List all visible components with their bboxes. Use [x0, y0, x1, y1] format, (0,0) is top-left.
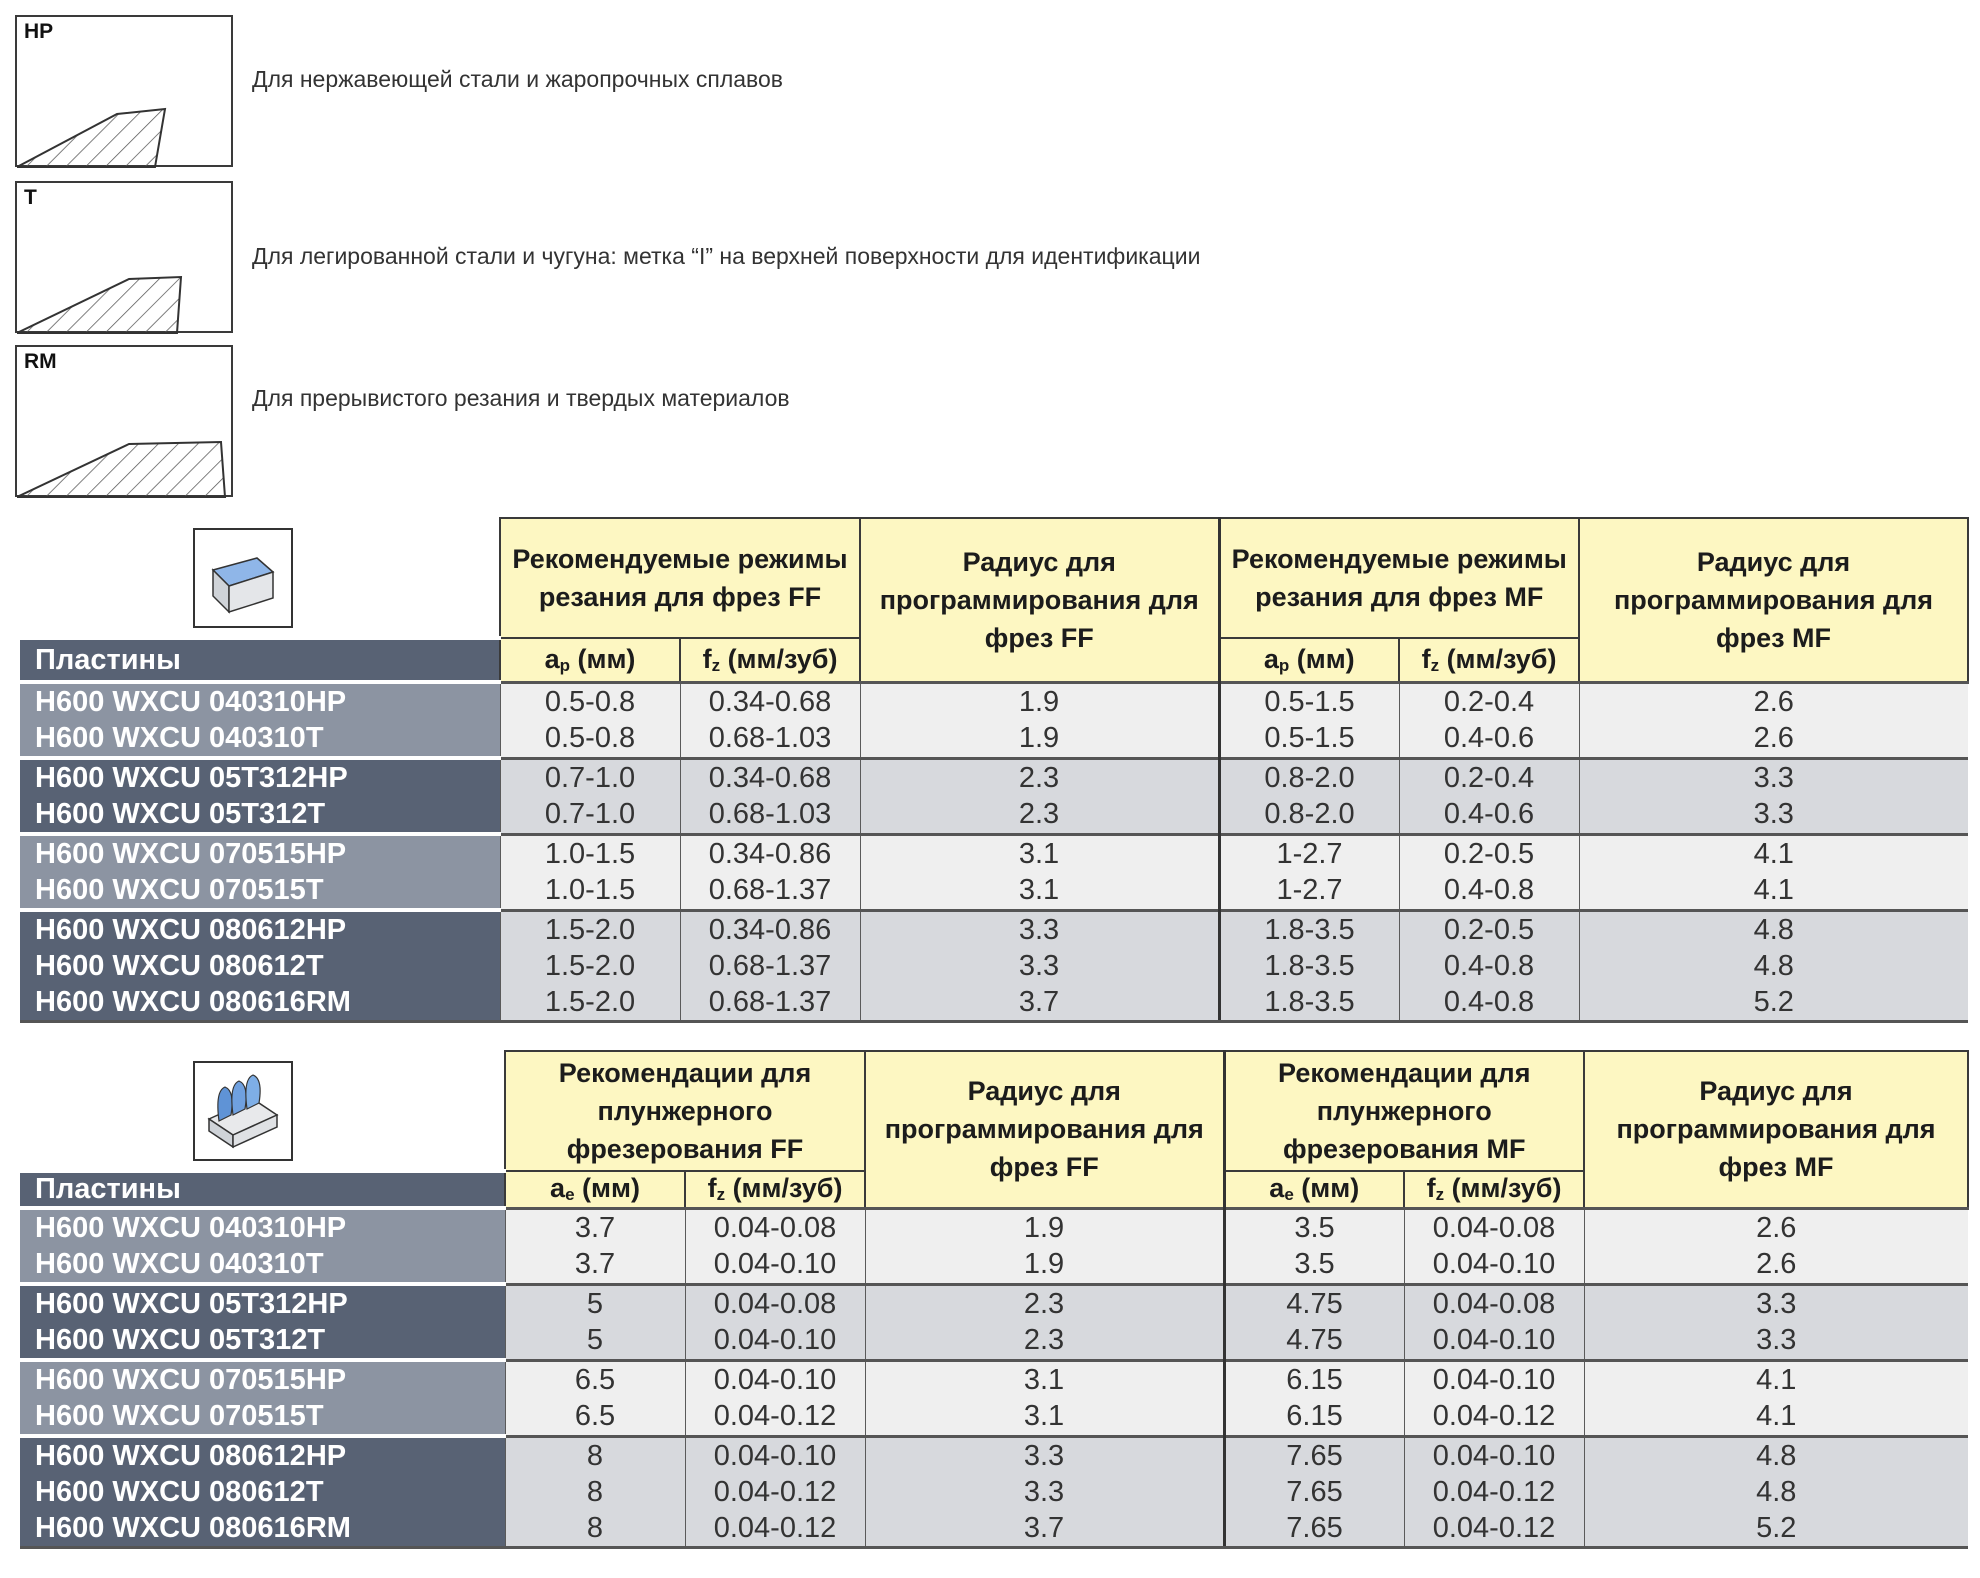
insert-name: H600 WXCU 040310HP — [20, 1208, 505, 1246]
table-row — [20, 834, 1968, 872]
table-cell: 3.5 — [1224, 1246, 1404, 1284]
subheader-fz: $f_z$ (мм/зуб) — [680, 638, 860, 682]
table-cell: 0.04-0.12 — [1404, 1474, 1584, 1510]
table-cell: 0.68-1.37 — [680, 948, 860, 984]
insert-name: H600 WXCU 070515T — [20, 1398, 505, 1436]
table-cell: 0.34-0.68 — [680, 758, 860, 796]
table-cell: 3.3 — [1584, 1284, 1968, 1322]
table-cell: 0.4-0.8 — [1399, 872, 1579, 910]
table-row — [20, 1208, 1968, 1246]
table-cell: 4.1 — [1584, 1360, 1968, 1398]
subheader-fz-mf: $f_z$ (мм/зуб) — [1404, 1171, 1584, 1208]
table-cell: 6.15 — [1224, 1398, 1404, 1436]
insert-name: H600 WXCU 05T312T — [20, 1322, 505, 1360]
table-row — [20, 1398, 1968, 1436]
subheader-ae-mf: $a_e$ (мм) — [1224, 1171, 1404, 1208]
table-cell: 3.3 — [865, 1436, 1224, 1474]
table-row — [20, 1436, 1968, 1474]
table-cell: 0.7-1.0 — [500, 796, 680, 834]
table-cell: 3.1 — [865, 1398, 1224, 1436]
table-cell: 4.8 — [1584, 1436, 1968, 1474]
table-cell: 1.8-3.5 — [1219, 948, 1399, 984]
geometry-code: RM — [24, 350, 57, 373]
geometry-code: HP — [24, 20, 54, 43]
insert-icon-cell — [20, 518, 500, 638]
rm-profile-icon — [17, 347, 235, 499]
table-cell: 0.04-0.10 — [1404, 1322, 1584, 1360]
subheader-ap-mf: $a_p$ (мм) — [1219, 638, 1399, 682]
table-cell: 6.5 — [505, 1398, 685, 1436]
table-row — [20, 1284, 1968, 1322]
table-cell: 0.2-0.5 — [1399, 910, 1579, 948]
table-cell: 0.5-1.5 — [1219, 682, 1399, 720]
table-cell: 2.3 — [860, 758, 1219, 796]
table-cell: 0.04-0.12 — [685, 1474, 865, 1510]
table-cell: 2.3 — [865, 1284, 1224, 1322]
table-row — [20, 910, 1968, 948]
table1-body — [20, 682, 1968, 1022]
table-cell: 0.5-1.5 — [1219, 720, 1399, 758]
table-row — [20, 948, 1968, 984]
plunge-milling-table — [20, 1050, 1969, 1549]
table-cell: 1.9 — [865, 1208, 1224, 1246]
table-row — [20, 1322, 1968, 1360]
header-mf-radius: Радиус для программирования для фрез MF — [1584, 1051, 1968, 1208]
geometry-description-hp: Для нержавеющей стали и жаропрочных сплавов — [252, 66, 783, 92]
table-cell: 7.65 — [1224, 1474, 1404, 1510]
table-cell: 3.1 — [860, 872, 1219, 910]
table-cell: 1.5-2.0 — [500, 984, 680, 1022]
insert-name: H600 WXCU 070515T — [20, 872, 500, 910]
table-cell: 7.65 — [1224, 1436, 1404, 1474]
subheader-fz: $f_z$ (мм/зуб) — [685, 1171, 865, 1208]
table-cell: 3.3 — [865, 1474, 1224, 1510]
table-cell: 0.04-0.12 — [685, 1398, 865, 1436]
table-row — [20, 720, 1968, 758]
hp-profile-icon — [17, 17, 235, 169]
geometry-code: T — [24, 186, 37, 209]
geometry-description-rm: Для прерывистого резания и твердых материалов — [252, 385, 790, 411]
table-cell: 1-2.7 — [1219, 872, 1399, 910]
table-cell: 0.4-0.8 — [1399, 948, 1579, 984]
table-cell: 0.68-1.37 — [680, 984, 860, 1022]
table-cell: 0.04-0.08 — [1404, 1208, 1584, 1246]
table-cell: 0.8-2.0 — [1219, 758, 1399, 796]
table-cell: 0.34-0.68 — [680, 682, 860, 720]
table-cell: 1.9 — [865, 1246, 1224, 1284]
header-mf-radius: Радиус для программирования для фрез MF — [1579, 518, 1968, 682]
table-cell: 4.75 — [1224, 1284, 1404, 1322]
geometry-box-rm — [15, 345, 233, 497]
insert-name: H600 WXCU 040310T — [20, 720, 500, 758]
table-cell: 0.2-0.4 — [1399, 682, 1579, 720]
insert-name: H600 WXCU 05T312HP — [20, 1284, 505, 1322]
table-cell: 5.2 — [1579, 984, 1968, 1022]
table-cell: 0.4-0.8 — [1399, 984, 1579, 1022]
table-cell: 0.68-1.37 — [680, 872, 860, 910]
table-row — [20, 796, 1968, 834]
insert-name: H600 WXCU 080612HP — [20, 1436, 505, 1474]
table-cell: 0.4-0.6 — [1399, 720, 1579, 758]
table-cell: 0.04-0.10 — [685, 1246, 865, 1284]
table-row — [20, 1246, 1968, 1284]
table-cell: 0.04-0.10 — [685, 1322, 865, 1360]
table-row — [20, 1474, 1968, 1510]
table-cell: 0.34-0.86 — [680, 910, 860, 948]
table-cell: 3.7 — [505, 1246, 685, 1284]
plunge-milling-icon — [193, 1061, 293, 1161]
table-cell: 1.5-2.0 — [500, 910, 680, 948]
table-cell: 0.2-0.5 — [1399, 834, 1579, 872]
table-cell: 3.3 — [860, 910, 1219, 948]
geometry-box-t — [15, 181, 233, 333]
subheader-ap: $a_p$ (мм) — [500, 638, 680, 682]
header-ff-modes: Рекомендуемые режимы резания для фрез FF — [500, 518, 860, 638]
table-cell: 0.34-0.86 — [680, 834, 860, 872]
table-cell: 0.04-0.10 — [685, 1436, 865, 1474]
table-cell: 1.0-1.5 — [500, 872, 680, 910]
table-cell: 1.8-3.5 — [1219, 984, 1399, 1022]
header-ff-plunge: Рекомендации для плунжерного фрезерования FF — [505, 1051, 865, 1171]
table-cell: 4.8 — [1579, 910, 1968, 948]
square-insert-icon — [193, 528, 293, 628]
table-cell: 2.6 — [1579, 720, 1968, 758]
table-cell: 4.1 — [1579, 834, 1968, 872]
table-cell: 1-2.7 — [1219, 834, 1399, 872]
insert-name: H600 WXCU 080616RM — [20, 1510, 505, 1548]
table-cell: 4.75 — [1224, 1322, 1404, 1360]
table-cell: 4.1 — [1584, 1398, 1968, 1436]
table-cell: 0.2-0.4 — [1399, 758, 1579, 796]
cutting-modes-table — [20, 517, 1969, 1023]
table-row — [20, 1510, 1968, 1548]
plates-header: Пластины — [20, 1171, 505, 1208]
table-row — [20, 1360, 1968, 1398]
table-cell: 0.04-0.10 — [1404, 1246, 1584, 1284]
table-cell: 0.4-0.6 — [1399, 796, 1579, 834]
table2-body — [20, 1208, 1968, 1548]
insert-name: H600 WXCU 080612T — [20, 948, 500, 984]
table-cell: 1.9 — [860, 682, 1219, 720]
table-cell: 0.5-0.8 — [500, 720, 680, 758]
insert-name: H600 WXCU 040310HP — [20, 682, 500, 720]
insert-name: H600 WXCU 040310T — [20, 1246, 505, 1284]
insert-name: H600 WXCU 080612HP — [20, 910, 500, 948]
table-cell: 5.2 — [1584, 1510, 1968, 1548]
header-ff-radius: Радиус для программирования для фрез FF — [865, 1051, 1224, 1208]
insert-name: H600 WXCU 080616RM — [20, 984, 500, 1022]
table-cell: 8 — [505, 1436, 685, 1474]
table-row — [20, 872, 1968, 910]
table-cell: 8 — [505, 1510, 685, 1548]
table-cell: 1.8-3.5 — [1219, 910, 1399, 948]
table-cell: 4.8 — [1584, 1474, 1968, 1510]
insert-name: H600 WXCU 080612T — [20, 1474, 505, 1510]
table-cell: 2.6 — [1579, 682, 1968, 720]
geometry-description-t: Для легированной стали и чугуна: метка “I” на верхней поверхности для идентификации — [252, 243, 1201, 269]
table-cell: 0.04-0.08 — [685, 1284, 865, 1322]
header-ff-radius: Радиус для программирования для фрез FF — [860, 518, 1219, 682]
table-cell: 0.5-0.8 — [500, 682, 680, 720]
table-cell: 1.9 — [860, 720, 1219, 758]
table-row — [20, 984, 1968, 1022]
table-cell: 2.6 — [1584, 1246, 1968, 1284]
table-cell: 5 — [505, 1284, 685, 1322]
table-cell: 3.7 — [865, 1510, 1224, 1548]
table-row — [20, 758, 1968, 796]
table-cell: 5 — [505, 1322, 685, 1360]
insert-icon-cell — [20, 1051, 505, 1171]
table-cell: 4.1 — [1579, 872, 1968, 910]
header-mf-plunge: Рекомендации для плунжерного фрезерования MF — [1224, 1051, 1584, 1171]
table-cell: 1.0-1.5 — [500, 834, 680, 872]
table-cell: 7.65 — [1224, 1510, 1404, 1548]
table-cell: 0.04-0.10 — [1404, 1360, 1584, 1398]
table-cell: 6.5 — [505, 1360, 685, 1398]
table-cell: 2.3 — [860, 796, 1219, 834]
table-cell: 3.3 — [1579, 758, 1968, 796]
table-cell: 0.04-0.12 — [1404, 1398, 1584, 1436]
table-cell: 0.04-0.08 — [1404, 1284, 1584, 1322]
table-cell: 4.8 — [1579, 948, 1968, 984]
table-cell: 3.7 — [505, 1208, 685, 1246]
table-cell: 0.7-1.0 — [500, 758, 680, 796]
table-cell: 3.3 — [1579, 796, 1968, 834]
table-cell: 3.3 — [1584, 1322, 1968, 1360]
table-cell: 2.3 — [865, 1322, 1224, 1360]
table-cell: 0.8-2.0 — [1219, 796, 1399, 834]
table-row — [20, 682, 1968, 720]
table-cell: 0.04-0.10 — [685, 1360, 865, 1398]
table-cell: 3.1 — [865, 1360, 1224, 1398]
subheader-fz-mf: $f_z$ (мм/зуб) — [1399, 638, 1579, 682]
table-cell: 0.68-1.03 — [680, 796, 860, 834]
table-cell: 8 — [505, 1474, 685, 1510]
table-cell: 3.5 — [1224, 1208, 1404, 1246]
plates-header: Пластины — [20, 638, 500, 682]
table-cell: 2.6 — [1584, 1208, 1968, 1246]
table-cell: 3.1 — [860, 834, 1219, 872]
table-cell: 3.7 — [860, 984, 1219, 1022]
table-cell: 0.04-0.10 — [1404, 1436, 1584, 1474]
insert-name: H600 WXCU 070515HP — [20, 1360, 505, 1398]
t-profile-icon — [17, 183, 235, 335]
table-cell: 0.04-0.12 — [685, 1510, 865, 1548]
header-mf-modes: Рекомендуемые режимы резания для фрез MF — [1219, 518, 1579, 638]
insert-name: H600 WXCU 05T312T — [20, 796, 500, 834]
geometry-box-hp — [15, 15, 233, 167]
subheader-ae: $a_e$ (мм) — [505, 1171, 685, 1208]
table-cell: 0.04-0.12 — [1404, 1510, 1584, 1548]
table-cell: 1.5-2.0 — [500, 948, 680, 984]
insert-name: H600 WXCU 070515HP — [20, 834, 500, 872]
table-cell: 3.3 — [860, 948, 1219, 984]
insert-name: H600 WXCU 05T312HP — [20, 758, 500, 796]
table-cell: 0.68-1.03 — [680, 720, 860, 758]
table-cell: 0.04-0.08 — [685, 1208, 865, 1246]
table-cell: 6.15 — [1224, 1360, 1404, 1398]
